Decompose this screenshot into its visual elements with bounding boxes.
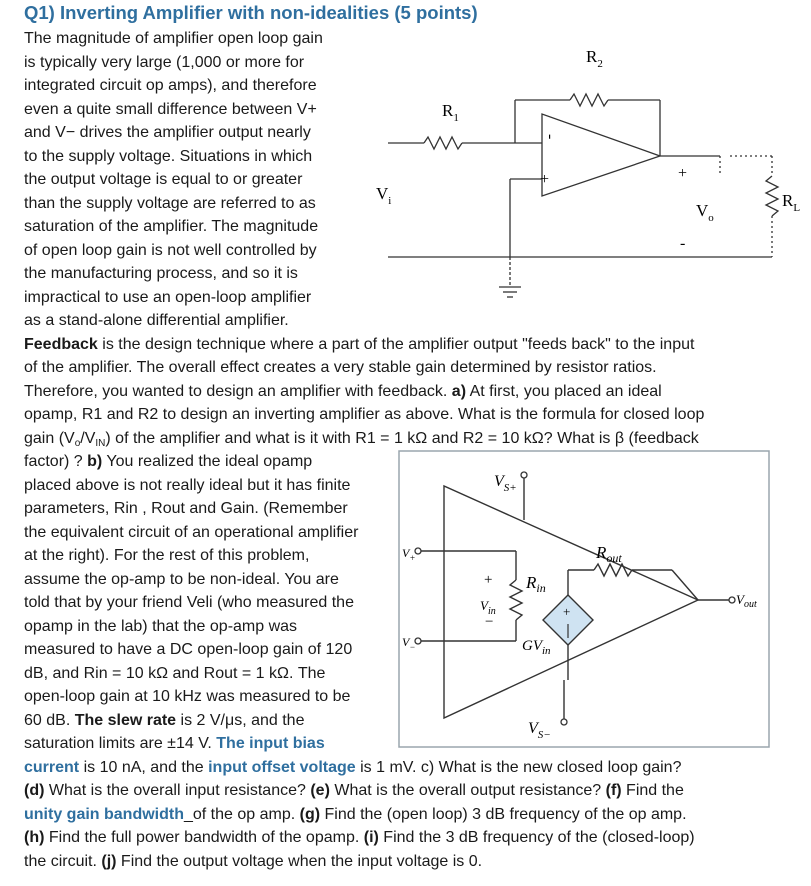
text-span: Find the (open loop) 3 dB frequency of the op amp. <box>320 805 687 823</box>
part-a-label: a) <box>451 382 467 400</box>
vs-plus-terminal <box>521 472 527 478</box>
vi-label: $V_i$ <box>376 184 392 207</box>
text-span: You realized the ideal opamp <box>102 453 313 470</box>
current-term: current <box>24 758 80 776</box>
text-span: is 10 nA, and the <box>79 758 209 776</box>
vs-plus-label: $V_{S+}$ <box>494 473 517 494</box>
figure-frame <box>399 451 769 747</box>
text-span: the circuit. <box>24 852 102 870</box>
feedback-line-3 <box>24 380 662 404</box>
vout-terminal <box>729 597 735 603</box>
op-amp-triangle <box>542 114 660 196</box>
text-span: Find the output voltage when the input voltage is 0. <box>116 852 483 870</box>
question-title: Q1) Inverting Amplifier with non-idealities (5 points) <box>24 2 478 23</box>
intro-line: to the supply voltage. Situations in which <box>24 147 313 165</box>
rl-label: $R_L$ <box>782 191 800 214</box>
part-b-line: at the right). For the rest of this problem, <box>24 547 310 564</box>
output-node-wire <box>672 570 698 600</box>
r2-resistor <box>570 94 608 106</box>
text-span: What is the overall input resistance? <box>44 782 311 799</box>
slew-rate-term: The slew rate <box>74 711 177 729</box>
rin-resistor <box>510 580 522 620</box>
feedback-line-6 <box>24 450 312 474</box>
unity-gain-bandwidth-term: unity gain bandwidth <box>24 805 184 823</box>
input-bias-term: The input bias <box>216 735 325 752</box>
vo-label: $V_o$ <box>696 201 714 224</box>
subscript: IN <box>95 437 106 449</box>
part-b-line: open-loop gain at 10 kHz was measured to be <box>24 688 351 705</box>
intro-line: impractical to use an open-loop amplifier <box>24 288 312 306</box>
vin-minus-sign: − <box>485 614 494 630</box>
opamp-equivalent-circuit <box>398 450 770 748</box>
text-span: Find the 3 dB frequency of the (closed-loop) <box>378 829 695 846</box>
intro-line: of open loop gain is not well controlled by <box>24 241 317 259</box>
text-span: factor) ? <box>24 453 88 470</box>
text-span: What is the overall output resistance? <box>329 782 606 799</box>
question-line-5 <box>24 850 482 874</box>
text-span: gain (V <box>24 429 75 447</box>
feedback-line-4: opamp, R1 and R2 to design an inverting amplifier as above. What is the formula for closed loop <box>24 406 705 423</box>
vin-plus-sign: + <box>484 572 493 588</box>
part-f-label: (f) <box>605 782 622 799</box>
text-span: is 2 V/μs, and the <box>176 711 305 729</box>
part-e-label: (e) <box>310 782 330 799</box>
part-b-line: measured to have a DC open-loop gain of 120 <box>24 641 353 658</box>
intro-line: than the supply voltage are referred to as <box>24 194 316 212</box>
feedback-term: Feedback <box>24 335 98 353</box>
part-b-line: told that by your friend Veli (who measured the <box>24 594 354 611</box>
text-span: is 1 mV. c) What is the new closed loop gain? <box>355 758 682 776</box>
part-b-line: the equivalent circuit of an operational amplifier <box>24 523 359 541</box>
text-span: Find the <box>621 782 684 799</box>
question-line-3 <box>24 803 687 827</box>
question-line-4 <box>24 826 695 850</box>
source-plus-sign: + <box>563 604 571 619</box>
r1-resistor <box>424 137 462 149</box>
v-plus-terminal <box>415 548 421 554</box>
part-b-line: dB, and Rin = 10 kΩ and Rout = 1 kΩ. The <box>24 664 326 682</box>
text-span: _of the op amp. <box>183 805 300 823</box>
intro-line: as a stand-alone differential amplifier. <box>24 312 289 329</box>
part-i-label: (i) <box>363 829 379 846</box>
input-offset-voltage-term: input offset voltage <box>208 758 356 776</box>
intro-line: and V− drives the amplifier output nearly <box>24 124 311 141</box>
vout-label: $V_{out}$ <box>736 592 757 610</box>
intro-line: even a quite small difference between V+ <box>24 100 317 118</box>
part-j-label: (j) <box>101 852 117 870</box>
intro-line: the manufacturing process, and so it is <box>24 265 298 282</box>
text-span: Find the full power bandwidth of the opamp. <box>44 829 364 846</box>
saturation-line <box>24 732 325 756</box>
text-span: ) of the amplifier and what is it with R1 = 1 kΩ and R2 = 10 kΩ? What is β (feedback <box>105 429 699 447</box>
rin-label: $R_{in}$ <box>526 573 546 595</box>
inverting-amplifier-circuit <box>360 36 800 308</box>
rout-label: $R_{out}$ <box>596 543 622 565</box>
text-span: saturation limits are ±14 V. <box>24 735 217 752</box>
text-span: Therefore, you wanted to design an amplifier with feedback. <box>24 382 452 400</box>
vin-label: $V_{in}$ <box>480 598 496 617</box>
rout-resistor <box>594 564 632 576</box>
intro-line: is typically very large (1,000 or more for <box>24 53 305 71</box>
minus-sign: - <box>542 134 559 140</box>
r2-label: $R_2$ <box>586 47 603 70</box>
text-span: 60 dB. <box>24 711 75 729</box>
text-span: is the design technique where a part of the amplifier output "feeds back" to the input <box>97 335 695 353</box>
vs-minus-terminal <box>561 719 567 725</box>
part-b-label: b) <box>87 453 103 470</box>
v-minus-label: $V_-$ <box>402 635 416 652</box>
text-span: At first, you placed an ideal <box>466 382 662 400</box>
part-b-line: assume the op-amp to be non-ideal. You are <box>24 570 339 588</box>
output-minus-sign: - <box>680 235 686 252</box>
slew-line <box>24 709 304 733</box>
plus-sign: + <box>540 171 550 188</box>
subscript: o <box>74 437 81 449</box>
question-line-2 <box>24 779 684 803</box>
gvin-label: $GV_{in}$ <box>522 638 551 657</box>
r1-label: $R_1$ <box>442 101 459 124</box>
text-span: /V <box>80 429 96 447</box>
intro-line: integrated circuit op amps), and therefore <box>24 77 317 94</box>
question-line-1 <box>24 756 681 780</box>
intro-line: the output voltage is equal to or greater <box>24 171 303 188</box>
part-d-label: (d) <box>24 782 45 799</box>
part-g-label: (g) <box>299 805 321 823</box>
intro-line: The magnitude of amplifier open loop gain <box>24 30 323 47</box>
part-h-label: (h) <box>24 829 45 846</box>
part-b-line: parameters, Rin , Rout and Gain. (Remember <box>24 500 348 517</box>
rl-resistor <box>766 176 778 216</box>
vs-minus-label: $V_{S-}$ <box>528 720 551 741</box>
part-b-line: opamp in the lab) that the op-amp was <box>24 617 298 635</box>
v-plus-label: $V_+$ <box>402 546 416 563</box>
output-plus-sign: + <box>678 165 688 182</box>
v-minus-terminal <box>415 638 421 644</box>
intro-line: saturation of the amplifier. The magnitude <box>24 218 319 235</box>
feedback-line-1 <box>24 333 694 357</box>
feedback-line-2: of the amplifier. The overall effect creates a very stable gain determined by resistor ratios. <box>24 359 657 376</box>
part-b-line: placed above is not really ideal but it has finite <box>24 476 351 494</box>
